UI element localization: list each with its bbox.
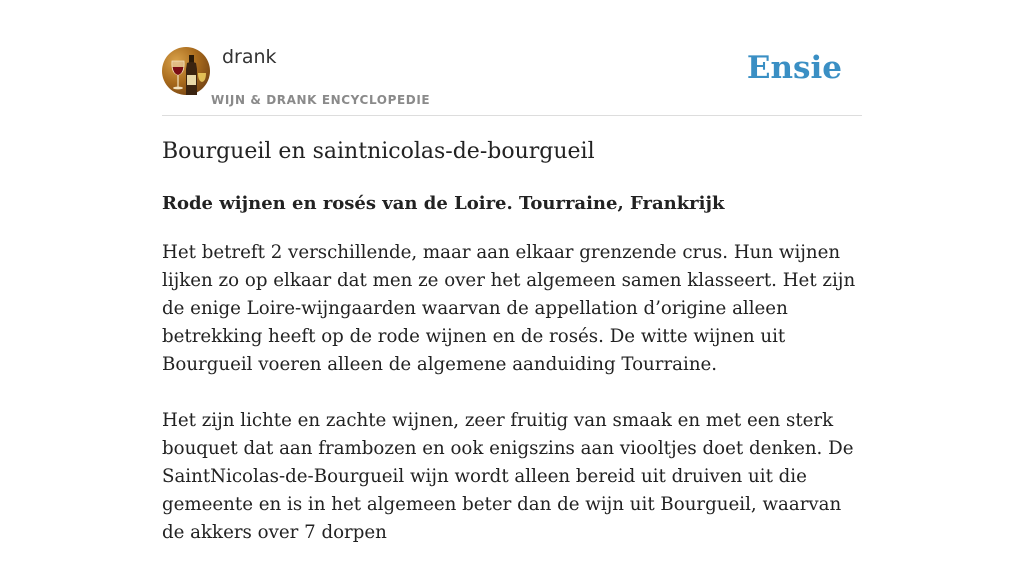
article-subtitle: Rode wijnen en rosés van de Loire. Tourraine, Frankrijk bbox=[162, 193, 725, 214]
header bbox=[162, 0, 862, 116]
article-paragraph: Het betreft 2 verschillende, maar aan elkaar grenzende crus. Hun wijnen lijken zo op elkaar dat men ze over het algemeen samen klasseert. Het zijn de enige Loire-wijngaarden waarvan de appellation d’origine alleen betrekking heeft op de rode wijnen en de rosés. De witte wijnen uit Bourgueil voeren alleen de algemene aanduiding Tourraine. bbox=[162, 242, 856, 375]
wine-glass-bottle-icon[interactable] bbox=[162, 47, 210, 95]
page-container bbox=[162, 0, 862, 543]
subcategory-label[interactable]: WIJN & DRANK ENCYCLOPEDIE bbox=[211, 93, 431, 107]
article-title: Bourgueil en saintnicolas-de-bourgueil bbox=[162, 139, 595, 164]
article-paragraph: Het zijn lichte en zachte wijnen, zeer fruitig van smaak en met een sterk bouquet dat aan frambozen en ook enigszins aan viooltjes doet denken. De SaintNicolas-de-Bourgueil wijn wordt alleen bereid uit druiven uit die gemeente en is in het algemeen beter dan de wijn uit Bourgueil, waarvan de akkers over 7 dorpen bbox=[162, 410, 854, 543]
brand-logo[interactable]: Ensie bbox=[746, 50, 842, 86]
category-link[interactable]: drank bbox=[222, 46, 277, 68]
article-body bbox=[162, 239, 862, 575]
